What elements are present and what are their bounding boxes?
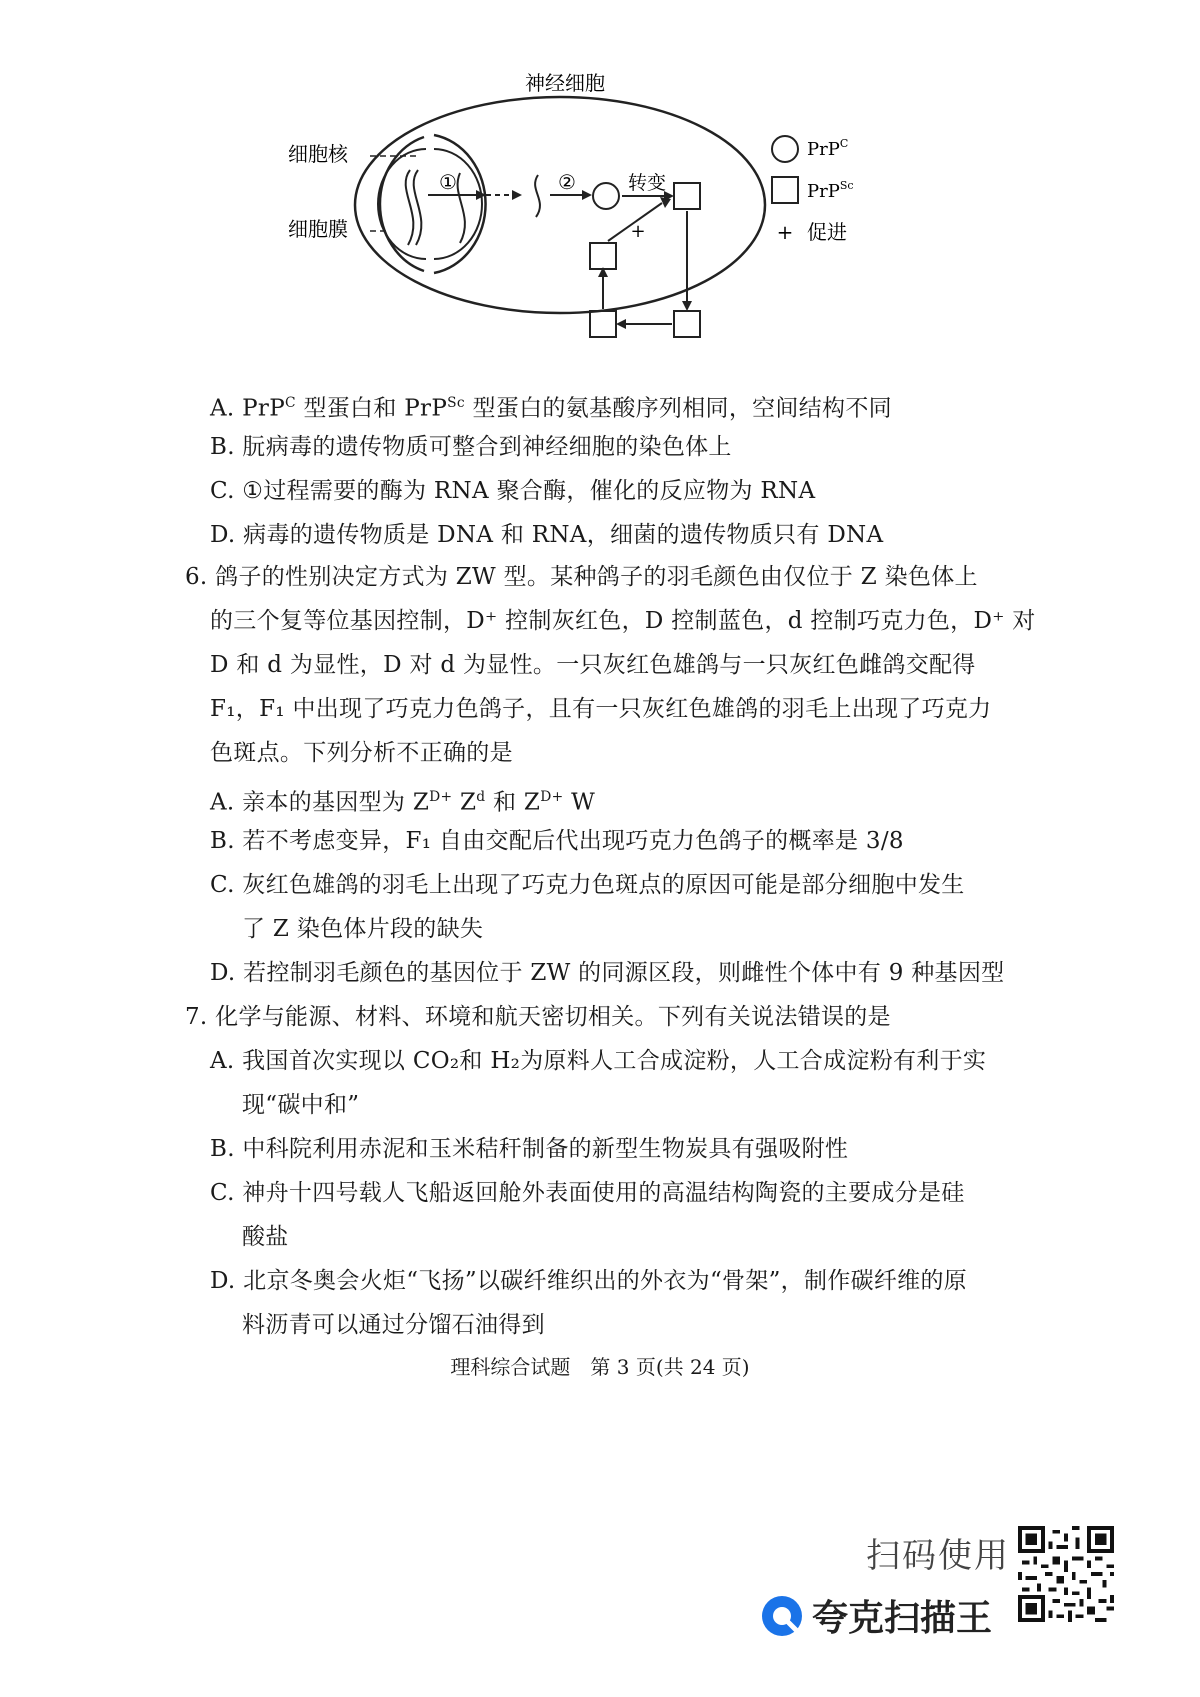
q7-option-c-cont: 酸盐 bbox=[242, 1224, 289, 1250]
diagram-title: 神经细胞 bbox=[525, 71, 605, 95]
qr-code-icon[interactable] bbox=[1018, 1526, 1114, 1622]
q5-option-c: C. ①过程需要的酶为 RNA 聚合酶，催化的反应物为 RNA bbox=[210, 478, 816, 504]
step2-label: ② bbox=[558, 170, 576, 194]
dna-strand-right bbox=[458, 173, 465, 243]
legend-prpc-circle bbox=[772, 136, 798, 162]
transform-label: 转变 bbox=[627, 172, 667, 194]
mrna-strand bbox=[535, 175, 540, 217]
q7-stem: 7. 化学与能源、材料、环境和航天密切相关。下列有关说法错误的是 bbox=[185, 1004, 891, 1030]
q7-option-d: D. 北京冬奥会火炬“飞扬”以碳纤维织出的外衣为“骨架”，制作碳纤维的原 bbox=[210, 1268, 968, 1294]
prpsc-square-middle bbox=[590, 243, 616, 269]
legend-plus-symbol: + bbox=[776, 220, 794, 244]
q6-option-c-cont: 了 Z 染色体片段的缺失 bbox=[242, 916, 484, 942]
q6-option-c: C. 灰红色雄鸽的羽毛上出现了巧克力色斑点的原因可能是部分细胞中发生 bbox=[210, 872, 965, 898]
q7-option-c: C. 神舟十四号载人飞船返回舱外表面使用的高温结构陶瓷的主要成分是硅 bbox=[210, 1180, 965, 1206]
prpsc-square-bottom-left bbox=[590, 311, 616, 337]
legend-promote-label: 促进 bbox=[807, 220, 847, 244]
q6-option-a: A. 亲本的基因型为 $Z^{D+}$ $Z^d$ 和 $Z^{D+}$ W bbox=[210, 789, 596, 816]
brand-name: 夸克扫描王 bbox=[812, 1598, 993, 1639]
prpsc-square-top bbox=[674, 183, 700, 209]
membrane-label: 细胞膜 bbox=[288, 217, 348, 241]
q6-option-d: D. 若控制羽毛颜色的基因位于 ZW 的同源区段，则雌性个体中有 9 种基因型 bbox=[210, 960, 1005, 986]
q6-stem-line-1: 6. 鸽子的性别决定方式为 ZW 型。某种鸽子的羽毛颜色由仅位于 Z 染色体上 bbox=[185, 564, 978, 590]
q7-option-a-cont: 现“碳中和” bbox=[242, 1092, 360, 1118]
q6-option-b: B. 若不考虑变异，F₁ 自由交配后代出现巧克力色鸽子的概率是 3/8 bbox=[210, 828, 904, 854]
q5-option-d: D. 病毒的遗传物质是 DNA 和 RNA，细菌的遗传物质只有 DNA bbox=[210, 522, 884, 548]
cell-membrane-ellipse bbox=[355, 97, 765, 313]
q6-stem-line-2: 的三个复等位基因控制，D⁺ 控制灰红色，D 控制蓝色，d 控制巧克力色，D⁺ 对 bbox=[210, 608, 1036, 634]
q7-option-d-cont: 料沥青可以通过分馏石油得到 bbox=[242, 1312, 545, 1338]
q7-option-b: B. 中科院利用赤泥和玉米秸秆制备的新型生物炭具有强吸附性 bbox=[210, 1136, 849, 1162]
prpsc-square-bottom-right bbox=[674, 311, 700, 337]
scan-to-use-text: 扫码使用 bbox=[866, 1536, 1010, 1576]
quark-logo-icon bbox=[760, 1594, 804, 1638]
q5-option-a: A. PrP$^C$ 型蛋白和 PrP$^{Sc}$ 型蛋白的氨基酸序列相同，空间结构不同 bbox=[210, 395, 892, 422]
promote-plus: + bbox=[630, 221, 646, 242]
legend-prpsc-square bbox=[772, 177, 798, 203]
page-footer: 理科综合试题 第 3 页(共 24 页) bbox=[450, 1355, 750, 1379]
prpc-circle bbox=[593, 183, 619, 209]
q6-stem-line-4: F₁，F₁ 中出现了巧克力色鸽子，且有一只灰红色雄鸽的羽毛上出现了巧克力 bbox=[210, 696, 992, 722]
legend-prpc-label: PrP$^C$ bbox=[807, 137, 849, 160]
q5-option-b: B. 朊病毒的遗传物质可整合到神经细胞的染色体上 bbox=[210, 434, 732, 460]
q7-option-a: A. 我国首次实现以 CO₂和 H₂为原料人工合成淀粉，人工合成淀粉有利于实 bbox=[210, 1048, 987, 1074]
legend-prpsc-label: PrP$^{Sc}$ bbox=[807, 179, 854, 202]
step1-label: ① bbox=[439, 170, 457, 194]
dna-strand-left bbox=[406, 170, 414, 245]
prion-diagram bbox=[280, 65, 960, 375]
q6-stem-line-5: 色斑点。下列分析不正确的是 bbox=[210, 740, 513, 766]
scanner-brand[interactable] bbox=[760, 1590, 992, 1641]
nucleus-label: 细胞核 bbox=[288, 142, 348, 166]
q6-stem-line-3: D 和 d 为显性，D 对 d 为显性。一只灰红色雄鸽与一只灰红色雌鸽交配得 bbox=[210, 652, 976, 678]
